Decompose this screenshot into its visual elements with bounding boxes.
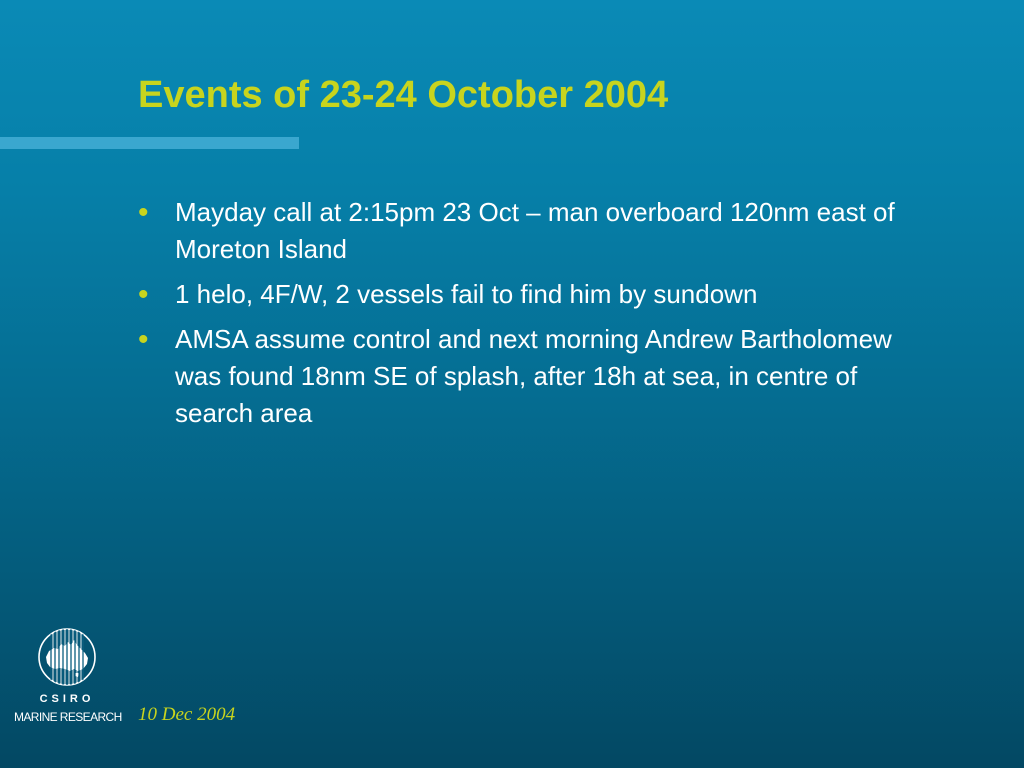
- bullet-list: [138, 194, 938, 440]
- bullet-text: AMSA assume control and next morning Andrew Bartholomew was found 18nm SE of splash, after 18h at sea, in centre of search area: [175, 324, 892, 428]
- csiro-australia-emblem-icon: [37, 627, 97, 687]
- bullet-dot-icon: •: [138, 278, 149, 311]
- logo-division: MARINE RESEARCH: [14, 710, 122, 724]
- logo-name: CSIRO: [39, 693, 95, 705]
- slide-title: Events of 23-24 October 2004: [138, 74, 669, 116]
- bullet-text: Mayday call at 2:15pm 23 Oct – man overboard 120nm east of Moreton Island: [175, 197, 895, 264]
- bullet-text: 1 helo, 4F/W, 2 vessels fail to find him by sundown: [175, 279, 758, 309]
- bullet-dot-icon: •: [138, 196, 149, 229]
- title-accent-rule: [0, 137, 299, 149]
- bullet-item: [138, 194, 938, 268]
- csiro-logo: [14, 627, 120, 731]
- bullet-item: [138, 276, 938, 313]
- footer-date: 10 Dec 2004: [138, 704, 236, 725]
- bullet-item: [138, 321, 938, 432]
- bullet-dot-icon: •: [138, 323, 149, 356]
